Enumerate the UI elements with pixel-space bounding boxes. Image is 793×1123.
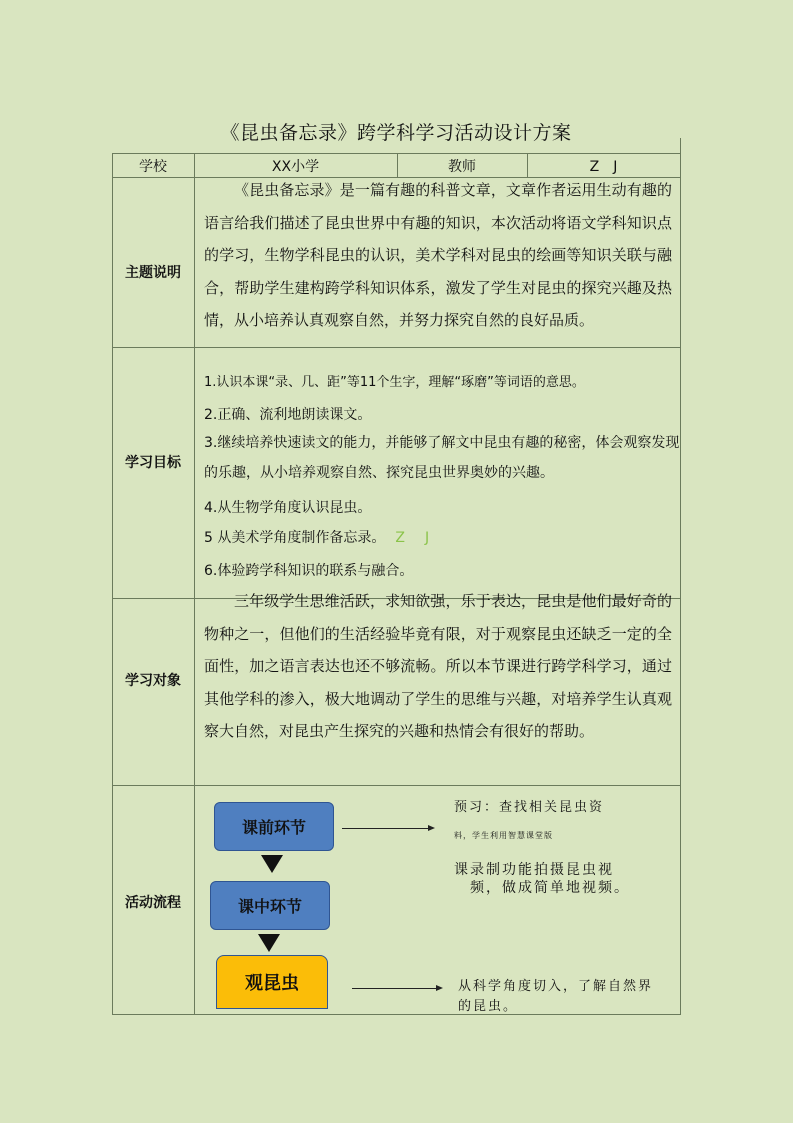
flow-label: 活动流程 — [125, 895, 181, 911]
label-column-divider — [194, 153, 195, 1015]
goal-item-3: 3.继续培养快速读文的能力，并能够了解文中昆虫有趣的秘密，体会观察发现的乐趣，从小培养观察自然、探究昆虫世界奥妙的兴趣。 — [204, 435, 680, 481]
flow-note-2-line-1: 从科学角度切入，了解自然界 — [458, 979, 654, 994]
table-border-left — [112, 153, 113, 1015]
goal-item-4: 4.从生物学角度认识昆虫。 — [204, 500, 372, 516]
school-value: XX小学 — [271, 159, 320, 175]
flow-note-1-line-4: 频，做成简单地视频。 — [470, 880, 630, 896]
flow-arrow-down-1 — [261, 855, 283, 873]
goal-item-1: 1.认识本课“录、几、距”等11个生字，理解“琢磨”等词语的意思。 — [204, 375, 585, 390]
theme-label: 主题说明 — [125, 265, 181, 281]
table-border-top — [112, 153, 680, 154]
row-divider-2 — [112, 347, 681, 348]
table-border-bottom — [112, 1014, 681, 1015]
flow-note-1-line-1: 预习：查找相关昆虫资 — [454, 800, 605, 815]
teacher-label: 教师 — [448, 159, 476, 175]
theme-text: 《昆虫备忘录》是一篇有趣的科普文章，文章作者运用生动有趣的语言给我们描述了昆虫世界中有趣的知识，本次活动将语文学科知识点的学习，生物学科昆虫的认识，美术学科对昆虫的绘画等知识关联与融合，帮助学生建构跨学科知识体系，激发了学生对昆虫的探究兴趣及热情，从小培养认真观察自然，并努力探究自然的良好品质。 — [204, 181, 672, 329]
flow-box-in-class: 课中环节 — [210, 881, 330, 930]
goals-label: 学习目标 — [125, 455, 181, 471]
flow-box-pre-class: 课前环节 — [214, 802, 334, 851]
flow-note-2-line-2: 的昆虫。 — [458, 999, 519, 1014]
goal-item-5-text: 5 从美术学角度制作备忘录。 — [204, 530, 386, 546]
page-title: 《昆虫备忘录》跨学科学习活动设计方案 — [220, 122, 572, 144]
school-label: 学校 — [139, 159, 167, 175]
table-border-right — [680, 138, 681, 1015]
row-divider-4 — [112, 785, 681, 786]
audience-label: 学习对象 — [125, 673, 181, 689]
flow-connector-2-head — [436, 985, 443, 991]
flow-connector-2 — [352, 988, 438, 989]
flow-note-1-line-2: 料，学生利用智慧课堂版 — [454, 831, 553, 840]
flow-box-observe-insects: 观昆虫 — [216, 955, 328, 1009]
audience-text: 三年级学生思维活跃，求知欲强，乐于表达，昆虫是他们最好奇的物种之一，但他们的生活经验毕竟有限，对于观察昆虫还缺乏一定的全面性，加之语言表达也还不够流畅。所以本节课进行跨学科学习，通过其他学科的渗入，极大地调动了学生的思维与兴趣，对培养学生认真观察大自然，对昆虫产生探究的兴趣和热情会有很好的帮助。 — [204, 592, 672, 740]
flow-connector-1 — [342, 828, 430, 829]
teacher-value: Z J — [589, 159, 618, 175]
flow-arrow-down-2 — [258, 934, 280, 952]
goal-item-6: 6.体验跨学科知识的联系与融合。 — [204, 563, 414, 579]
goal-item-2: 2.正确、流利地朗读课文。 — [204, 407, 372, 423]
goal-item-5 — [204, 523, 680, 553]
flow-note-1-line-3: 课录制功能拍摄昆虫视 — [454, 862, 614, 878]
flow-connector-1-head — [428, 825, 435, 831]
goal-item-5-mark: ZJ — [395, 530, 450, 546]
